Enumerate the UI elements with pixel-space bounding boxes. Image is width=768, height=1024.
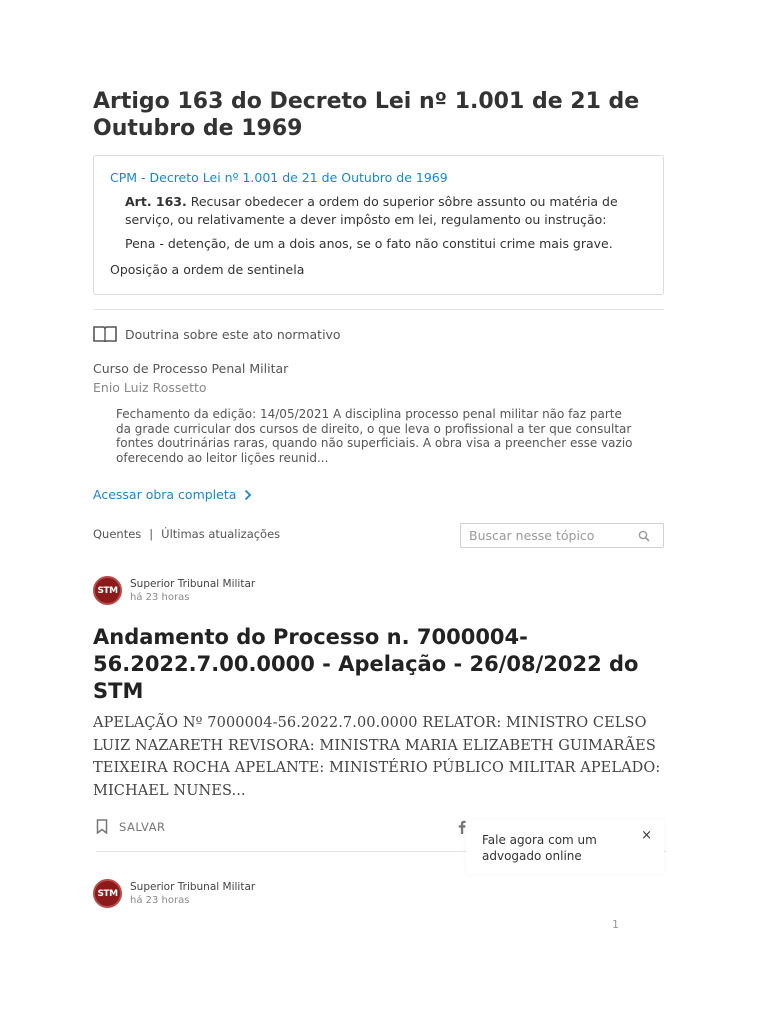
article-label: Art. 163. xyxy=(125,194,187,209)
course-title[interactable]: Curso de Processo Penal Militar xyxy=(93,361,289,376)
page-number: 1 xyxy=(612,918,619,931)
chevron-right-icon xyxy=(244,489,252,501)
post-meta xyxy=(93,879,255,908)
doutrina-header xyxy=(93,324,341,344)
article-excerpt: APELAÇÃO Nº 7000004-56.2022.7.00.0000 RELATOR: MINISTRO CELSO LUIZ NAZARETH REVISORA: MINISTRA MARIA ELIZABETH GUIMARÃES TEIXEIRA ROCHA APELANTE: MINISTÉRIO PÚBLICO MILITAR APELADO: MICHAEL NUNES... xyxy=(93,715,661,799)
article-title[interactable]: Andamento do Processo n. 7000004-56.2022.7.00.0000 - Apelação - 26/08/2022 do STM xyxy=(93,625,639,703)
doutrina-label: Doutrina sobre este ato normativo xyxy=(125,326,341,342)
post-author[interactable]: Superior Tribunal Militar xyxy=(130,880,256,893)
bookmark-icon xyxy=(96,819,108,834)
course-description: Fechamento da edição: 14/05/2021 A disciplina processo penal militar não faz parte da grade curricular dos cursos de direito, o que leva o profissional a ter que consultar fontes doutrinárias raras, quando não superficiais. A obra visa a preencher esse vazio oferecendo ao leitor lições reunid... xyxy=(116,407,633,465)
avatar[interactable]: STM xyxy=(93,576,122,605)
filter-separator: | xyxy=(149,527,154,541)
pena-text: Pena - detenção, de um a dois anos, se o fato não constitui crime mais grave. xyxy=(125,236,613,251)
filter-quentes[interactable]: Quentes xyxy=(93,527,142,541)
facebook-icon[interactable] xyxy=(458,820,466,834)
toast-message[interactable]: Fale agora com um advogado online xyxy=(482,833,597,863)
article-body: Recusar obedecer a ordem do superior sôbre assunto ou matéria de serviço, ou relativamente a dever impôsto em lei, regulamento ou instrução: xyxy=(125,194,618,227)
divider xyxy=(93,309,664,310)
avatar[interactable]: STM xyxy=(93,879,122,908)
oposicao-heading: Oposição a ordem de sentinela xyxy=(110,262,305,277)
book-icon xyxy=(93,325,117,343)
post-time: há 23 horas xyxy=(130,591,190,603)
chat-toast[interactable] xyxy=(466,820,664,874)
search-icon[interactable] xyxy=(638,530,650,542)
article-text xyxy=(125,193,645,229)
post-author[interactable]: Superior Tribunal Militar xyxy=(130,577,256,590)
law-citation-box xyxy=(93,155,664,295)
law-source-link[interactable]: CPM - Decreto Lei nº 1.001 de 21 de Outubro de 1969 xyxy=(110,170,448,185)
topic-filters xyxy=(93,527,280,541)
search-input[interactable] xyxy=(461,525,631,547)
course-author: Enio Luiz Rossetto xyxy=(93,380,207,395)
post-meta xyxy=(93,576,255,605)
save-label: SALVAR xyxy=(119,819,166,834)
close-icon[interactable]: × xyxy=(641,828,652,843)
filter-ultimas[interactable]: Últimas atualizações xyxy=(161,527,281,541)
save-button[interactable] xyxy=(96,819,166,834)
access-work-label: Acessar obra completa xyxy=(93,487,237,502)
post-time: há 23 horas xyxy=(130,894,190,906)
topic-search xyxy=(460,523,664,548)
page-title: Artigo 163 do Decreto Lei nº 1.001 de 21 de Outubro de 1969 xyxy=(93,89,640,141)
access-work-link[interactable] xyxy=(93,487,252,502)
